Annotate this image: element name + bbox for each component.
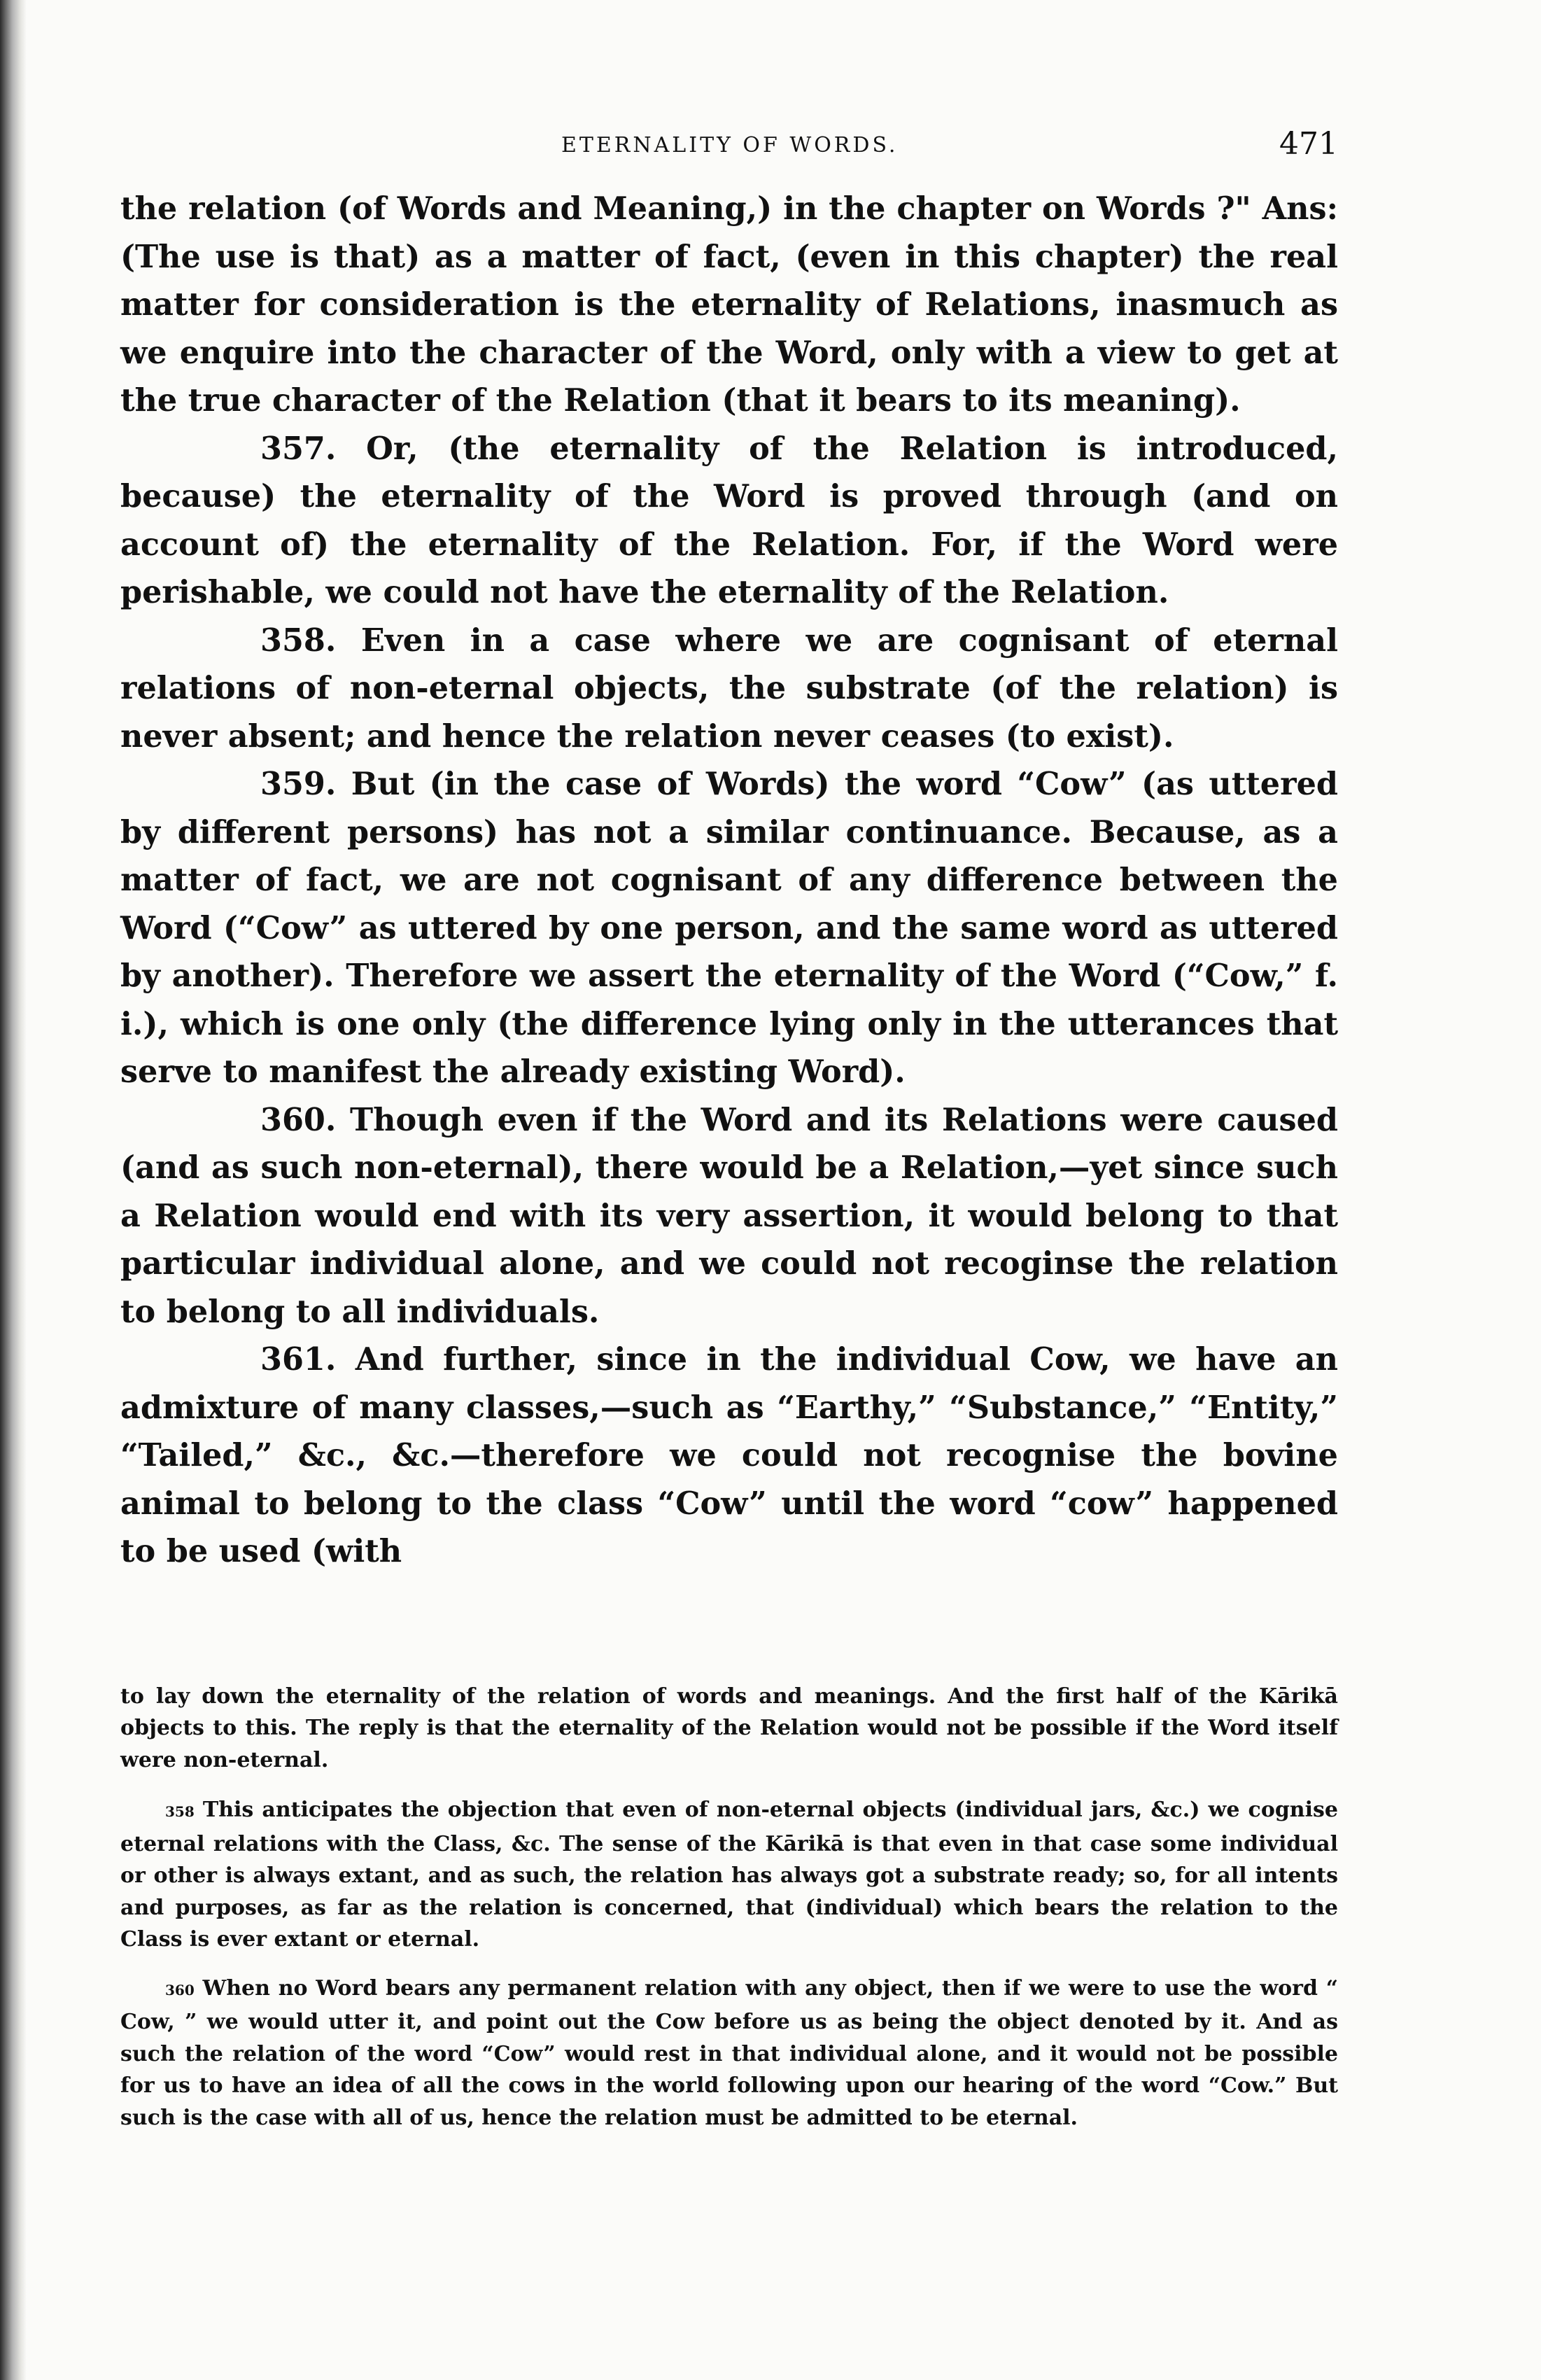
page-binding-edge (0, 0, 27, 2380)
page-number: 471 (1279, 126, 1338, 162)
footnote-358-text: This anticipates the objection that even of non-eternal objects (individual jars, &c.) we cognise eternal relations with the Class, &c. The sense of the Kārikā is that even in that case some individual or other is always extant, and as such, the relation has always got a substrate ready; so, for all intents and purposes, as far as the relation is concerned, that (individual) which bears the relation to the Class is ever extant or eternal. (120, 1798, 1338, 1952)
running-title: ETERNALITY OF WORDS. (561, 133, 899, 158)
body-text (120, 185, 1338, 1576)
footnotes (120, 1681, 1338, 2134)
footnote-continuation: to lay down the eternality of the relation of words and meanings. And the first half of the Kārikā objects to this. The reply is that the eternality of the Relation would not be possible if the Word itself were non-eternal. (120, 1684, 1338, 1772)
footnote-360-marker: 360 (165, 1981, 195, 1998)
paragraph-361: 361. And further, since in the individual Cow, we have an admixture of many classes,—such as “Earthy,” “Substance,” “Entity,” “Tailed,” &c., &c.—therefore we could not recognise the bovine animal to belong to the class “Cow” until the word “cow” happened to be used (with (120, 1341, 1338, 1569)
paragraph-360: 360. Though even if the Word and its Relations were caused (and as such non-eternal), there would be a Relation,—yet since such a Relation would end with its very assertion, it would belong to that particular individual alone, and we could not recoginse the relation to belong to all individuals. (120, 1101, 1338, 1330)
paragraph-continuation: the relation (of Words and Meaning,) in the chapter on Words ?" Ans: (The use is that) as a matter of fact, (even in this chapter) the real matter for consideration is the eternality of Relations, inasmuch as we enquire into the character of the Word, only with a view to get at the true character of the Relation (that it bears to its meaning). (120, 190, 1338, 419)
paragraph-359: 359. But (in the case of Words) the word “Cow” (as uttered by different persons) has not a similar continuance. Because, as a matter of fact, we are not cognisant of any difference between the Word (“Cow” as uttered by one person, and the same word as uttered by another). Therefore we assert the eternality of the Word (“Cow,” f. i.), which is one only (the difference lying only in the utterances that serve to manifest the already existing Word). (120, 766, 1338, 1090)
footnote-358-marker: 358 (165, 1803, 195, 1820)
running-head (120, 126, 1338, 175)
book-page (120, 126, 1338, 2150)
footnote-360 (120, 1973, 1338, 2134)
footnote-358 (120, 1794, 1338, 1956)
footnote-360-text: When no Word bears any permanent relation with any object, then if we were to use the word “ Cow, ” we would utter it, and point out the Cow before us as being the object denoted by it. And as such the relation of the word “Cow” would rest in that individual alone, and it would not be possible for us to have an idea of all the cows in the world following upon our hearing of the word “Cow.” But such is the case with all of us, hence the relation must be admitted to be eternal. (120, 1975, 1338, 2130)
paragraph-357: 357. Or, (the eternality of the Relation is introduced, because) the eternality of the Word is proved through (and on account of) the eternality of the Relation. For, if the Word were perishable, we could not have the eternality of the Relation. (120, 430, 1338, 610)
paragraph-358: 358. Even in a case where we are cognisant of eternal relations of non-eternal objects, the substrate (of the relation) is never absent; and hence the relation never ceases (to exist). (120, 622, 1338, 755)
